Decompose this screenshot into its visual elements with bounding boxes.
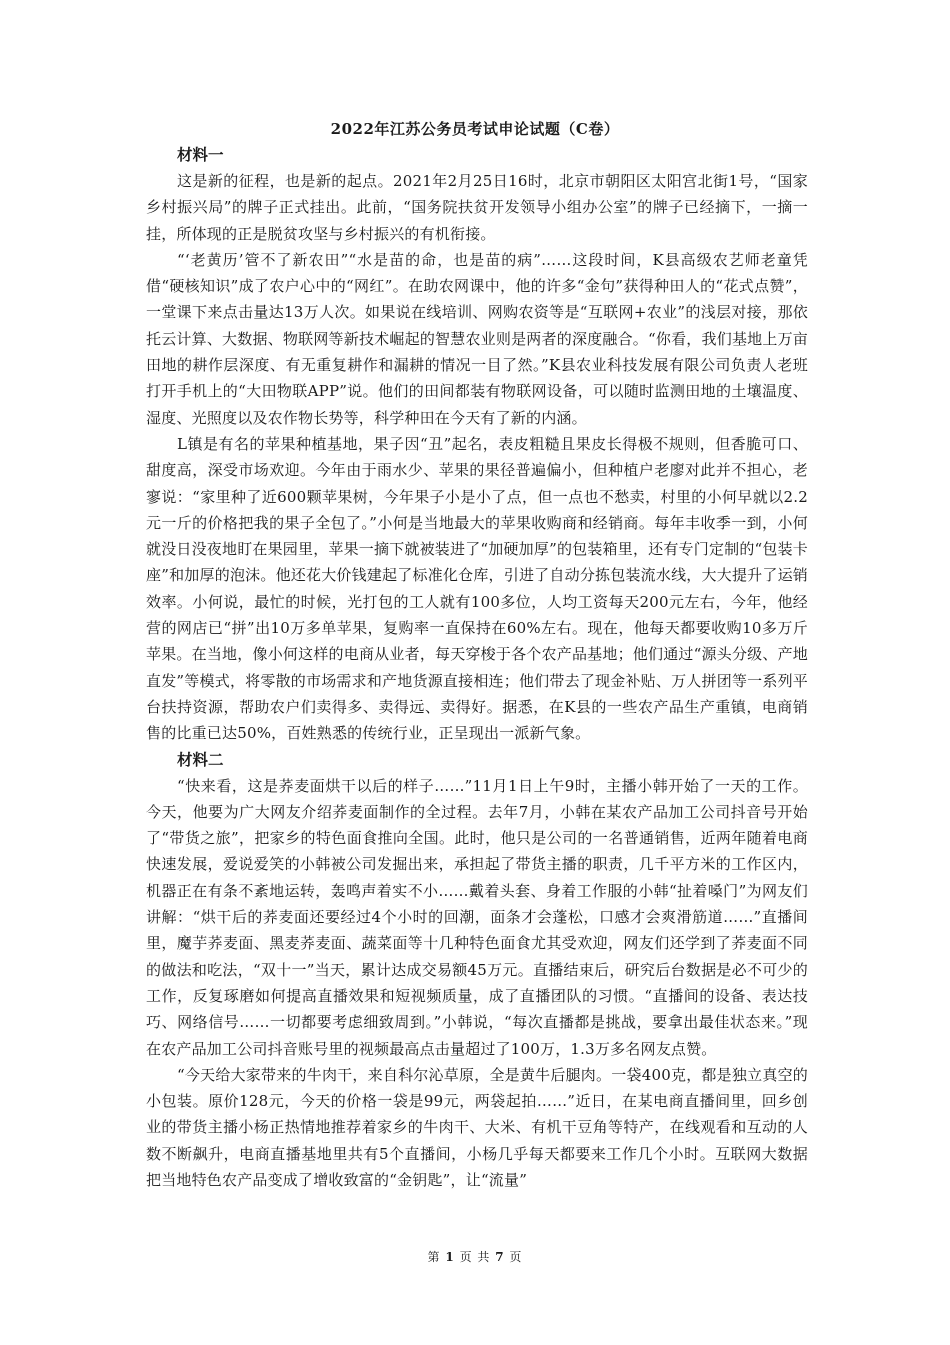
paragraph: “快来看，这是荞麦面烘干以后的样子……”11月1日上午9时，主播小韩开始了一天的工作。今天，他要为广大网友介绍荞麦面制作的全过程。去年7月，小韩在某农产品加工公司抖音号开始了“带货之旅”，把家乡的特色面食推向全国。此时，他只是公司的一名普通销售，近两年随着电商快速发展，爱说爱笑的小韩被公司发掘出来，承担起了带货主播的职责，几千平方米的工作区内，机器正在有条不紊地运转，轰鸣声着实不小……戴着头套、身着工作服的小韩“扯着嗓门”为网友们讲解：“烘干后的荞麦面还要经过4个小时的回潮，面条才会蓬松，口感才会爽滑筋道……”直播间里，魔芋荞麦面、黑麦荞麦面、蔬菜面等十几种特色面食尤其受欢迎，网友们还学到了荞麦面不同的做法和吃法，“双十一”当天，累计达成交易额45万元。直播结束后，研究后台数据是必不可少的工作，反复琢磨如何提高直播效果和短视频质量，成了直播团队的习惯。“直播间的设备、表达技巧、网络信号……一切都要考虑细致周到。”小韩说，“每次直播都是挑战，要拿出最佳状态来。”现在农产品加工公司抖音账号里的视频最高点击量超过了100万，1.3万多名网友点赞。 bbox=[146, 776, 808, 1058]
paragraph: “今天给大家带来的牛肉干，来自科尔沁草原，全是黄牛后腿肉。一袋400克，都是独立真空的小包装。原价128元，今天的价格一袋是99元，两袋起拍……”近日，在某电商直播间里，回乡创业的带货主播小杨正热情地推荐着家乡的牛肉干、大米、有机干豆角等特产，在线观看和互动的人数不断飙升，电商直播基地里共有5个直播间，小杨几乎每天都要来工作几个小时。互联网大数据把当地特色农产品变成了增收致富的“金钥匙”，让“流量” bbox=[146, 1065, 808, 1189]
page-number: 1 bbox=[445, 1250, 455, 1264]
document-title: 2022年江苏公务员考试申论试题（C卷） bbox=[330, 120, 620, 138]
page-footer bbox=[0, 1248, 950, 1265]
total-pages: 7 bbox=[495, 1250, 505, 1264]
footer-suffix: 页 bbox=[509, 1250, 523, 1264]
paragraph: 这是新的征程，也是新的起点。2021年2月25日16时，北京市朝阳区太阳宫北街1号，“国家乡村振兴局”的牌子正式挂出。此前，“国务院扶贫开发领导小组办公室”的牌子已经摘下，一摘一挂，所体现的正是脱贫攻坚与乡村振兴的有机衔接。 bbox=[146, 172, 808, 243]
document-body bbox=[146, 142, 808, 1193]
footer-middle: 页 共 bbox=[459, 1250, 491, 1264]
paragraph: L镇是有名的苹果种植基地，果子因“丑”起名，表皮粗糙且果皮长得极不规则，但香脆可口、甜度高，深受市场欢迎。今年由于雨水少、苹果的果径普遍偏小，但种植户老廖对此并不担心，老寥说：“家里种了近600颗苹果树，今年果子小是小了点，但一点也不愁卖，村里的小何早就以2.2元一斤的价格把我的果子全包了。”小何是当地最大的苹果收购商和经销商。每年丰收季一到，小何就没日没夜地盯在果园里，苹果一摘下就被装进了“加硬加厚”的包装箱里，还有专门定制的“包装卡座”和加厚的泡沫。他还花大价钱建起了标准化仓库，引进了自动分拣包装流水线，大大提升了运销效率。小何说，最忙的时候，光打包的工人就有100多位，人均工资每天200元左右，今年，他经营的网店已“拼”出10万多单苹果，复购率一直保持在60%左右。现在，他每天都要收购10多万斤苹果。在当地，像小何这样的电商从业者，每天穿梭于各个农产品基地；他们通过“源头分级、产地直发”等模式，将零散的市场需求和产地货源直接相连；他们带去了现金补贴、万人拼团等一系列平台扶持资源，帮助农户们卖得多、卖得远、卖得好。据悉，在K县的一些农产品生产重镇，电商销售的比重已达50%，百姓熟悉的传统行业，正呈现出一派新气象。 bbox=[146, 434, 809, 743]
footer-prefix: 第 bbox=[427, 1250, 441, 1264]
section-heading: 材料一 bbox=[177, 145, 224, 164]
section-heading: 材料二 bbox=[177, 749, 224, 769]
paragraph: “‘老黄历’管不了新农田”“水是苗的命，也是苗的病”……这段时间，K县高级农艺师老童凭借“硬核知识”成了农户心中的“网红”。在助农网课中，他的许多“金句”获得种田人的“花式点赞”，一堂课下来点击量达13万人次。如果说在线培训、网购农资等是“互联网+农业”的浅层对接，那依托云计算、大数据、物联网等新技术崛起的智慧农业则是两者的深度融合。“你看，我们基地上万亩田地的耕作层深度、有无重复耕作和漏耕的情况一目了然。”K县农业科技发展有限公司负责人老班打开手机上的“大田物联APP”说。他们的田间都装有物联网设备，可以随时监测田地的土壤温度、湿度、光照度以及农作物长势等，科学种田在今天有了新的内涵。 bbox=[146, 250, 808, 427]
